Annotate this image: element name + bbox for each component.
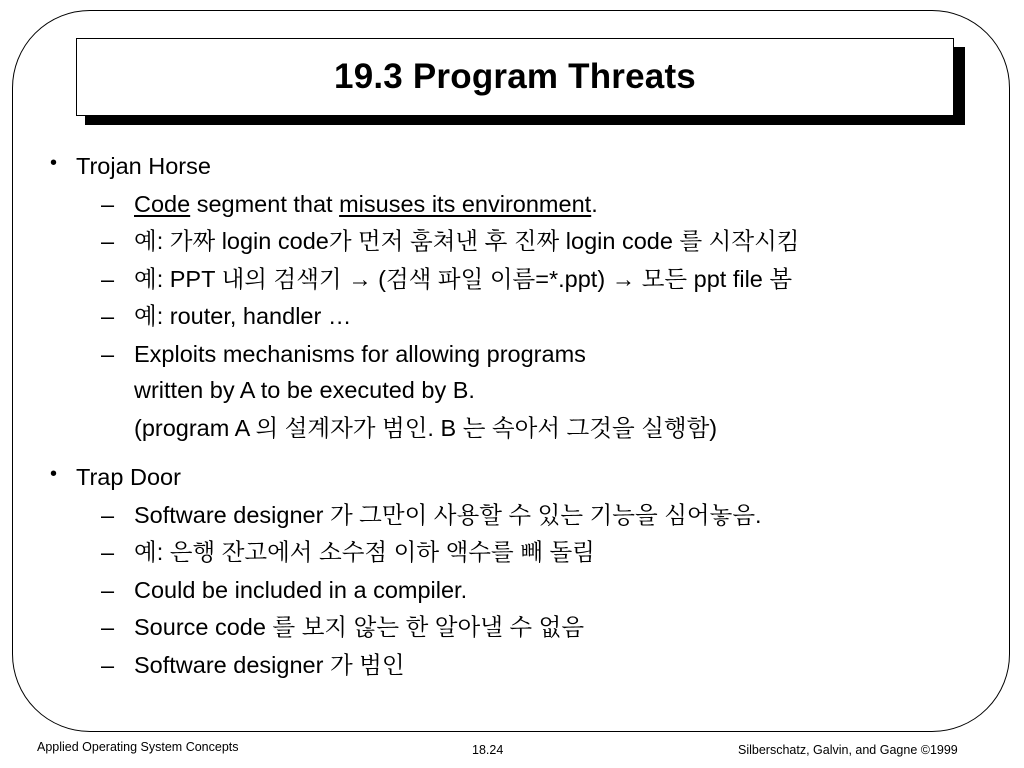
list-item: Could be included in a compiler. — [134, 577, 468, 603]
dash-icon: – — [101, 341, 115, 367]
slide-title: 19.3 Program Threats — [334, 57, 696, 96]
bullet-icon: • — [50, 152, 58, 174]
dash-icon: – — [101, 577, 115, 603]
list-item: 예: router, handler … — [134, 303, 352, 329]
list-item-code-segment — [134, 190, 598, 218]
text-fragment: segment that — [190, 191, 340, 217]
dash-icon: – — [101, 614, 115, 640]
list-item: Software designer 가 범인 — [134, 652, 405, 678]
text-fragment: . — [591, 191, 598, 217]
list-item: Exploits mechanisms for allowing programs — [134, 341, 586, 367]
list-item: Software designer 가 그만이 사용할 수 있는 기능을 심어놓음. — [134, 502, 762, 528]
list-item: 예: PPT 내의 검색기 → (검색 파일 이름=*.ppt) → 모든 ppt file 봄 — [134, 266, 793, 292]
dash-icon: – — [101, 539, 115, 565]
dash-icon: – — [101, 266, 115, 292]
list-item-continuation: written by A to be executed by B. — [134, 377, 475, 403]
footer-page-number: 18.24 — [472, 743, 504, 757]
section-heading-trojan-horse: Trojan Horse — [76, 153, 211, 179]
dash-icon: – — [101, 303, 115, 329]
dash-icon: – — [101, 652, 115, 678]
bullet-icon: • — [50, 463, 58, 485]
list-item: 예: 은행 잔고에서 소수점 이하 액수를 빼 돌림 — [134, 539, 595, 565]
footer-right: Silberschatz, Galvin, and Gagne ©1999 — [738, 743, 958, 757]
section-heading-trap-door: Trap Door — [76, 464, 181, 490]
dash-icon: – — [101, 191, 115, 217]
dash-icon: – — [101, 228, 115, 254]
list-item: 예: 가짜 login code가 먼저 훔쳐낸 후 진짜 login code 를 시작시킴 — [134, 228, 800, 254]
footer-left: Applied Operating System Concepts — [37, 740, 239, 754]
list-item: Source code 를 보지 않는 한 알아낼 수 없음 — [134, 614, 585, 640]
dash-icon: – — [101, 502, 115, 528]
underlined-term-code: Code — [134, 191, 191, 217]
list-item-continuation: (program A 의 설계자가 범인. B 는 속아서 그것을 실행함) — [134, 415, 718, 441]
underlined-term-misuses: misuses its environment — [339, 191, 592, 217]
